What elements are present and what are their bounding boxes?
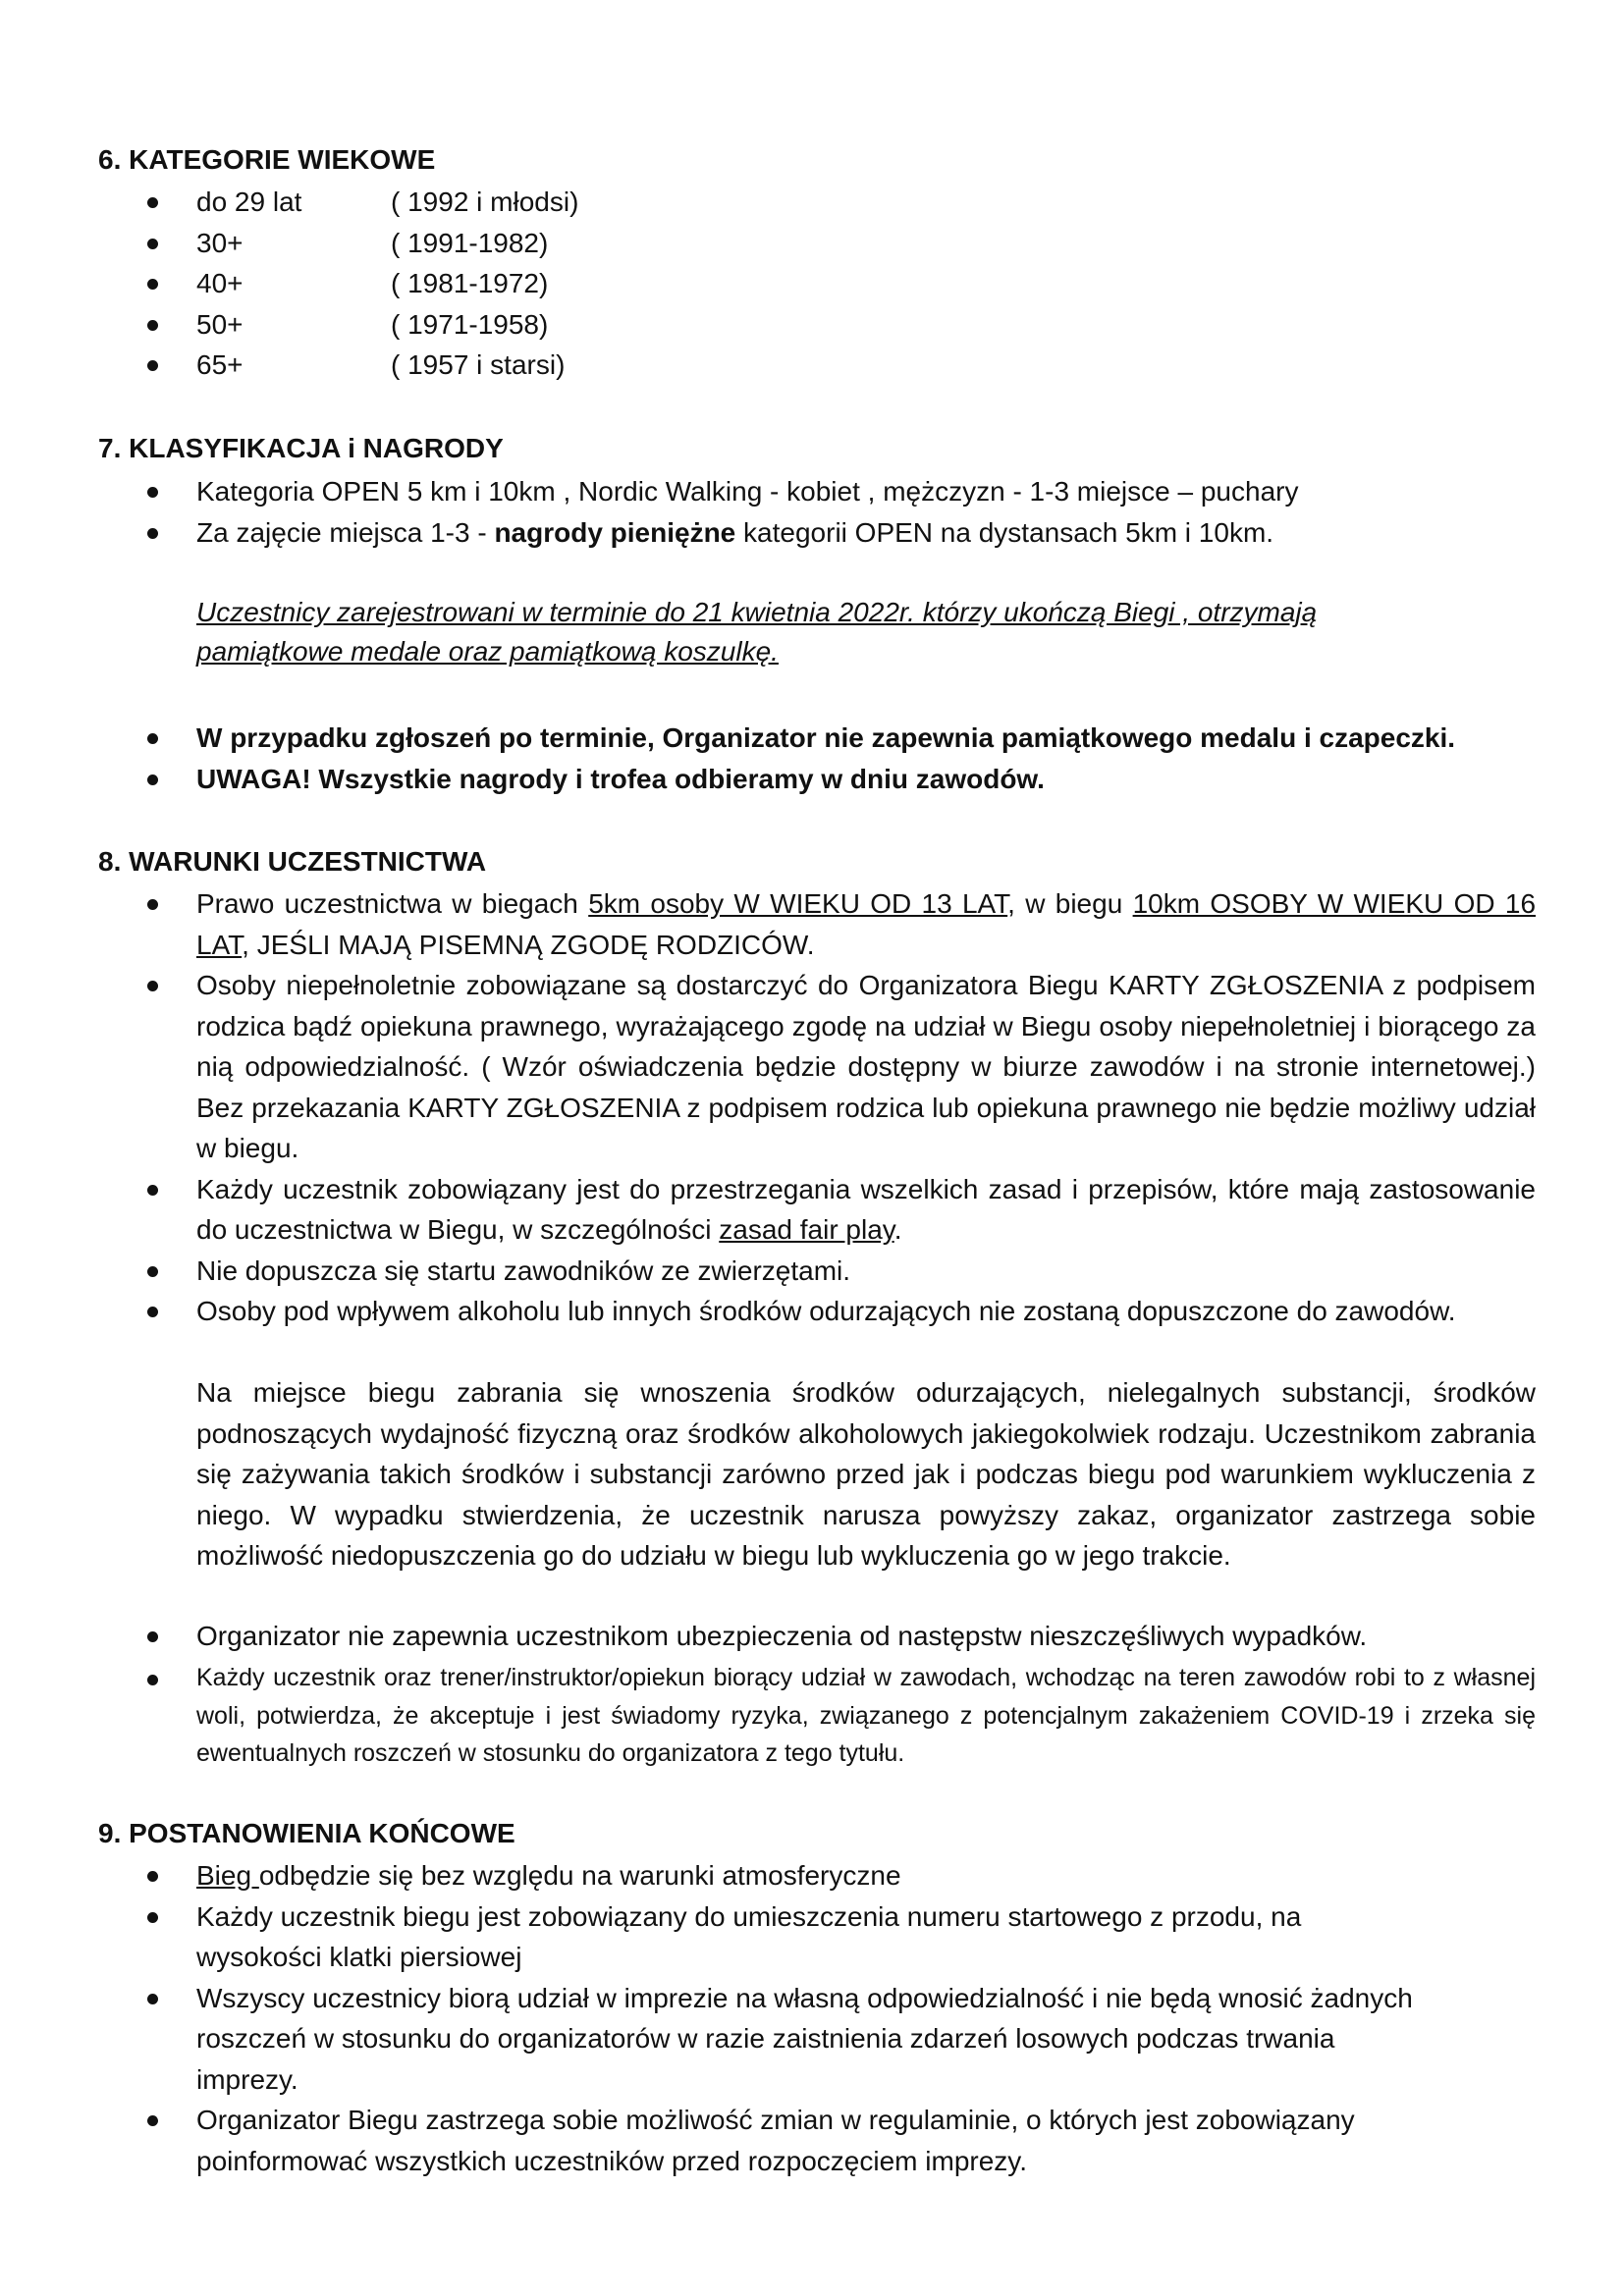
age-years: ( 1957 i starsi) <box>391 349 566 380</box>
item-line: Każdy uczestnik biegu jest zobowiązany do umieszczenia numeru startowego z przodu, na <box>196 1900 1302 1932</box>
age-label: 50+ <box>196 308 244 340</box>
item-text: . <box>893 1214 902 1245</box>
item-underlined-text: 5km osoby W WIEKU OD 13 LAT <box>588 888 1008 919</box>
item-underlined-text: Bieg <box>196 1860 259 1891</box>
section-7-title: 7. KLASYFIKACJA i NAGRODY <box>98 433 504 463</box>
note-line: pamiątkowe medale oraz pamiątkową koszulkę. <box>196 636 779 667</box>
item-text: UWAGA! Wszystkie nagrody i trofea odbieramy w dniu zawodów. <box>196 763 1045 794</box>
section-8-title: 8. WARUNKI UCZESTNICTWA <box>98 846 487 877</box>
list-item <box>0 182 1536 223</box>
item-line: imprezy. <box>196 2063 298 2095</box>
age-categories-list <box>0 182 1624 386</box>
age-years: ( 1991-1982) <box>391 227 549 258</box>
age-label: 65+ <box>196 349 244 380</box>
age-years: ( 1971-1958) <box>391 308 549 340</box>
list-item <box>0 1251 1536 1292</box>
item-line: roszczeń w stosunku do organizatorów w razie zaistnienia zdarzeń losowych podczas trwania <box>196 2023 1335 2054</box>
age-label: do 29 lat <box>196 187 302 217</box>
item-text: kategorii OPEN na dystansach 5km i 10km. <box>735 516 1274 548</box>
final-provisions-list <box>0 1855 1624 2181</box>
item-text: Osoby pod wpływem alkoholu lub innych środków odurzających nie zostaną dopuszczone do zawodów. <box>196 1296 1456 1326</box>
item-line: Organizator Biegu zastrzega sobie możliwość zmian w regulaminie, o których jest zobowiązany <box>196 2105 1355 2135</box>
list-item <box>0 1978 1536 2101</box>
covid-notice-list <box>0 1659 1624 1773</box>
list-item <box>0 263 1536 304</box>
item-text: Osoby niepełnoletnie zobowiązane są dostarczyć do Organizatora Biegu KARTY ZGŁOSZENIA z podpisem rodzica bądź opiekuna prawnego, wyrażającego zgodę na udział w Biegu osoby niepełnoletniej i biorącego za nią odpowiedzialność. ( Wzór oświadczenia będzie dostępny w biurze zawodów i na stronie internetowej.) Bez przekazania KARTY ZGŁOSZENIA z podpisem rodzica lub opiekuna prawnego nie będzie możliwy udział w biegu. <box>196 970 1536 1163</box>
classification-list <box>0 471 1624 553</box>
item-text: , JEŚLI MAJĄ PISEMNĄ ZGODĘ RODZICÓW. <box>242 929 815 960</box>
section-6-title: 6. KATEGORIE WIEKOWE <box>98 144 436 175</box>
list-item <box>0 1169 1536 1251</box>
item-text: Organizator nie zapewnia uczestnikom ubezpieczenia od następstw nieszczęśliwych wypadków. <box>196 1621 1368 1651</box>
age-years: ( 1992 i młodsi) <box>391 187 579 217</box>
participation-conditions-list <box>0 883 1624 1332</box>
list-item <box>0 2100 1536 2181</box>
participation-conditions-list-cont <box>0 1616 1624 1657</box>
age-label: 30+ <box>196 227 244 258</box>
list-item <box>0 1616 1536 1657</box>
item-line: poinformować wszystkich uczestników przed rozpoczęciem imprezy. <box>196 2145 1027 2176</box>
list-item <box>0 304 1536 346</box>
list-item <box>0 759 1536 800</box>
list-item <box>0 965 1536 1169</box>
item-line: Wszyscy uczestnicy biorą udział w imprezie na własną odpowiedzialność i nie będą wnosić żadnych <box>196 1982 1413 2013</box>
item-text: Nie dopuszcza się startu zawodników ze zwierzętami. <box>196 1255 851 1286</box>
participants-note <box>196 593 1536 671</box>
item-underlined-text: zasad fair play <box>719 1214 894 1245</box>
section-9-title: 9. POSTANOWIENIA KOŃCOWE <box>98 1818 515 1848</box>
item-text: , w biegu <box>1007 888 1133 919</box>
item-text: Każdy uczestnik oraz trener/instruktor/opiekun biorący udział w zawodach, wchodząc na teren zawodów robi to z własnej woli, potwierdza, że akceptuje i jest świadomy ryzyka, związanego z potencjalnym zakażeniem COVID-19 i zrzeka się ewentualnych roszczeń w stosunku do organizatora z tego tytułu. <box>196 1664 1536 1767</box>
list-item <box>0 883 1536 965</box>
item-text: W przypadku zgłoszeń po terminie, Organizator nie zapewnia pamiątkowego medalu i czapeczki. <box>196 722 1456 753</box>
substances-paragraph: Na miejsce biegu zabrania się wnoszenia środków odurzających, nielegalnych substancji, środków podnoszących wydajność fizyczną oraz środków alkoholowych jakiegokolwiek rodzaju. Uczestnikom zabrania się zażywania takich środków i substancji zarówno przed jak i podczas biegu pod warunkiem wykluczenia z niego. W wypadku stwierdzenia, że uczestnik narusza powyższy zakaz, organizator zastrzega sobie możliwość niedopuszczenia go do udziału w biegu lub wykluczenia go w jego trakcie. <box>196 1377 1536 1571</box>
item-text: Kategoria OPEN 5 km i 10km , Nordic Walking - kobiet , mężczyzn - 1-3 miejsce – puchary <box>196 476 1299 507</box>
list-item <box>0 223 1536 264</box>
list-item <box>0 471 1536 512</box>
list-item <box>0 1896 1536 1978</box>
item-text: Prawo uczestnictwa w biegach <box>196 888 589 919</box>
list-item <box>0 345 1536 386</box>
item-text: odbędzie się bez względu na warunki atmosferyczne <box>258 1860 901 1891</box>
list-item <box>0 512 1536 554</box>
item-bold-text: nagrody pieniężne <box>494 516 736 548</box>
item-underlined-text: 10km OSOBY W WIEKU OD 16 LAT <box>196 888 1537 960</box>
list-item <box>0 718 1536 759</box>
list-item <box>0 1291 1536 1332</box>
list-item <box>0 1855 1536 1896</box>
item-line: wysokości klatki piersiowej <box>196 1942 522 1972</box>
item-text: Każdy uczestnik zobowiązany jest do przestrzegania wszelkich zasad i przepisów, które mają zastosowanie do uczestnictwa w Biegu, w szczególności <box>196 1173 1536 1245</box>
age-years: ( 1981-1972) <box>391 268 549 298</box>
item-text: Za zajęcie miejsca 1-3 - <box>196 516 495 548</box>
list-item <box>0 1659 1536 1773</box>
age-label: 40+ <box>196 268 244 298</box>
note-line: Uczestnicy zarejestrowani w terminie do 21 kwietnia 2022r. którzy ukończą Biegi , otrzymają <box>196 597 1318 627</box>
prize-notes-list <box>0 718 1624 799</box>
